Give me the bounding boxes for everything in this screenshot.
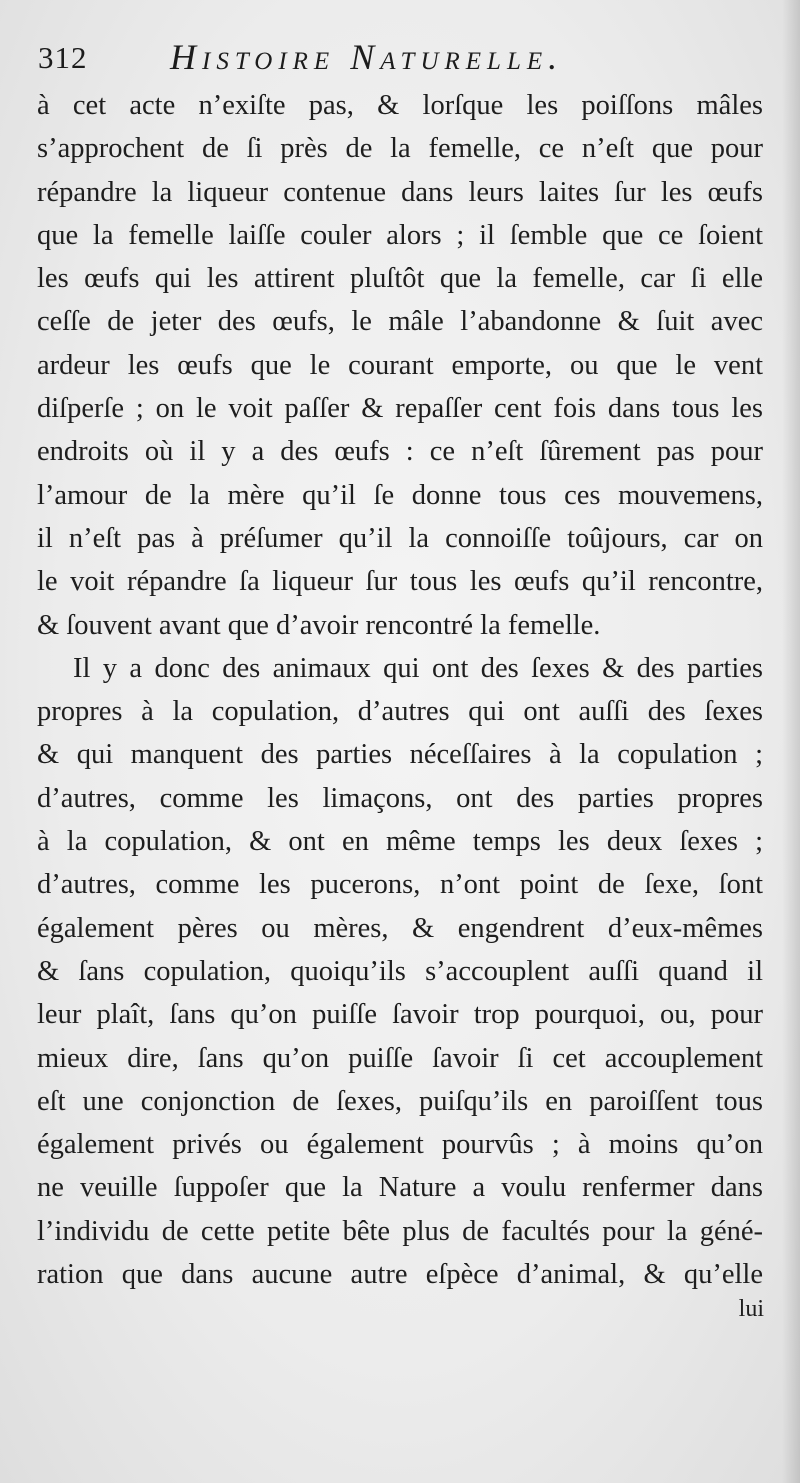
page-number: 312: [38, 40, 88, 75]
text-line: endroits où il y a des œufs : ce n’eſt ſûrement pas pour: [37, 436, 763, 468]
running-title: Histoire Naturelle.: [170, 37, 564, 77]
text-line: le voit répandre ſa liqueur ſur tous les œufs qu’il rencontre,: [37, 566, 763, 598]
text-line: à la copulation, & ont en même temps les deux ſexes ;: [37, 826, 763, 858]
text-line: d’autres, comme les pucerons, n’ont point de ſexe, ſont: [37, 869, 763, 901]
page-edge-shadow: [782, 0, 800, 1483]
catchword: lui: [738, 1296, 764, 1322]
text-line: également pères ou mères, & engendrent d’eux-mêmes: [37, 912, 763, 944]
text-line: eſt une conjonction de ſexes, puiſqu’ils en paroiſſent tous: [37, 1085, 763, 1117]
text-line: à cet acte n’exiſte pas, & lorſque les poiſſons mâles: [37, 90, 763, 121]
text-line: l’individu de cette petite bête plus de facultés pour la géné-: [37, 1215, 763, 1247]
text-line: que la femelle laiſſe couler alors ; il ſemble que ce ſoient: [37, 219, 763, 251]
text-line: leur plaît, ſans qu’on puiſſe ſavoir trop pourquoi, ou, pour: [37, 999, 763, 1031]
text-line: ceſſe de jeter des œufs, le mâle l’abandonne & ſuit avec: [37, 306, 763, 338]
text-line: & ſans copulation, quoiqu’ils s’accouplent auſſi quand il: [37, 955, 763, 987]
paragraph-start-line: Il y a donc des animaux qui ont des ſexes & des parties: [73, 652, 763, 684]
text-line: ne veuille ſuppoſer que la Nature a voulu renfermer dans: [37, 1172, 763, 1204]
text-line: s’approchent de ſi près de la femelle, ce n’eſt que pour: [37, 133, 763, 165]
text-line: l’amour de la mère qu’il ſe donne tous ces mouvemens,: [37, 479, 763, 511]
paragraph-end-line: & ſouvent avant que d’avoir rencontré la femelle.: [37, 609, 601, 641]
text-line: & qui manquent des parties néceſſaires à la copulation ;: [37, 739, 763, 771]
text-line: propres à la copulation, d’autres qui ont auſſi des ſexes: [37, 696, 763, 728]
text-line: répandre la liqueur contenue dans leurs laites ſur les œufs: [37, 176, 763, 208]
running-header: [38, 36, 758, 84]
text-line: il n’eſt pas à préſumer qu’il la connoiſſe toûjours, car on: [37, 522, 763, 554]
text-line: mieux dire, ſans qu’on puiſſe ſavoir ſi cet accouplement: [37, 1042, 763, 1074]
text-line: diſperſe ; on le voit paſſer & repaſſer cent fois dans tous les: [37, 393, 763, 425]
text-line: ration que dans aucune autre eſpèce d’animal, & qu’elle: [37, 1259, 763, 1291]
text-line: également privés ou également pourvûs ; à moins qu’on: [37, 1129, 763, 1161]
body-text: [37, 84, 763, 1296]
text-line: ardeur les œufs que le courant emporte, ou que le vent: [37, 349, 763, 381]
text-line: d’autres, comme les limaçons, ont des parties propres: [37, 782, 763, 814]
text-line: les œufs qui les attirent pluſtôt que la femelle, car ſi elle: [37, 263, 763, 295]
